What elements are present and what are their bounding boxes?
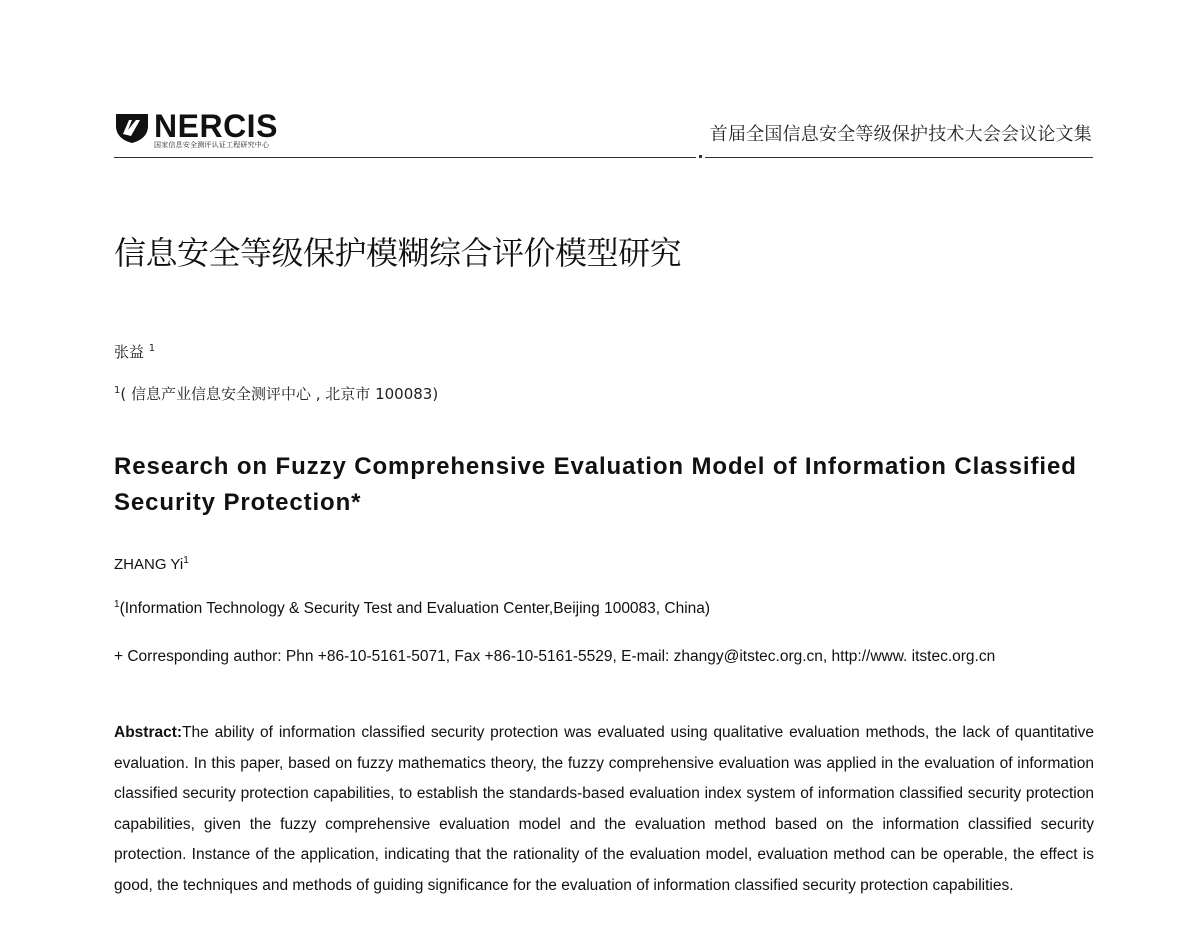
author-en-sup: 1 [183,555,189,566]
header-rule-dot [699,155,702,158]
affiliation-cn-sup: 1 [114,385,121,396]
abstract-text: The ability of information classified security protection was evaluated using qualitative evaluation methods, the lack of quantitative evaluation. In this paper, based on fuzzy mathematics theory, the fuzzy comprehensive evaluation was applied in the evaluation of information classified security protection capabilities, to establish the standards-based evaluation index system of information classified security protection capabilities, given the fuzzy comprehensive evaluation model and the evaluation method based on the information classified security protection. Instance of the application, indicating that the rationality of the evaluation model, evaluation method can be operable, the effect is good, the techniques and methods of guiding significance for the evaluation of information classified security protection capabilities. [114,724,1094,894]
logo-subtitle: 国家信息安全测评认证工程研究中心 [154,142,270,149]
paper-title-cn: 信息安全等级保护模糊综合评价模型研究 [114,234,682,272]
header-rule-left [114,157,696,158]
author-en-name: ZHANG Yi [114,556,184,573]
logo-text: NERCIS [154,108,278,144]
author-cn-name: 张益 [114,343,145,361]
abstract-label: Abstract: [114,724,183,741]
abstract [114,718,1094,901]
author-cn-sup: 1 [148,343,156,354]
affiliation-en-sup: 1 [114,598,120,610]
affiliation-cn [114,383,438,404]
shield-icon [114,112,150,144]
author-cn [114,341,155,362]
author-en [114,556,189,573]
affiliation-en [114,600,710,618]
corresponding-author: + Corresponding author: Phn +86-10-5161-5071, Fax +86-10-5161-5529, E-mail: zhangy@itstec.org.cn, http://www. itstec.org.cn [114,648,996,665]
proceedings-title: 首届全国信息安全等级保护技术大会会议论文集 [709,124,1092,145]
header-rule-right [705,157,1093,158]
affiliation-cn-text: ( 信息产业信息安全测评中心 , 北京市 100083) [120,385,439,403]
paper-title-en: Research on Fuzzy Comprehensive Evaluation Model of Information Classified Security Protection* [114,453,1077,516]
affiliation-en-text: (Information Technology & Security Test and Evaluation Center,Beijing 100083, China) [119,600,711,617]
